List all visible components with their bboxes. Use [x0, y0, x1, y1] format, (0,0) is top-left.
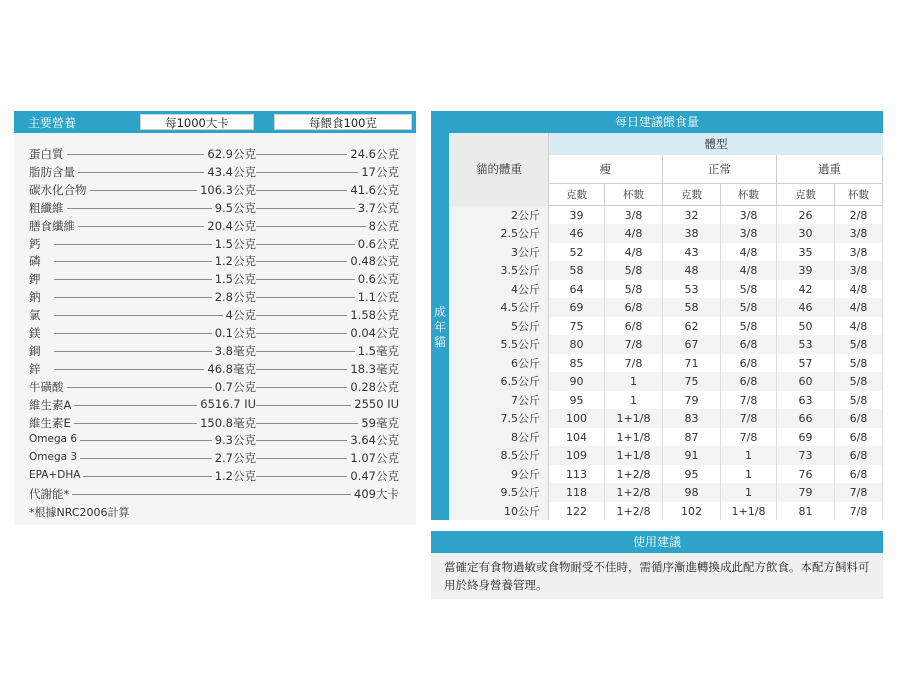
amount-cell: 98 [663, 483, 721, 501]
value-per-1000kcal: 1.2公克 [212, 253, 256, 269]
weight-cell: 8公斤 [449, 428, 549, 446]
amount-cell: 30 [777, 224, 835, 242]
nutrient-row [14, 306, 416, 323]
value-per-100g: 1.07公克 [347, 450, 399, 466]
value-per-1000kcal: 20.4公克 [204, 218, 256, 234]
nutrition-title: 主要營養 [28, 116, 77, 130]
weight-cell: 4公斤 [449, 280, 549, 298]
amount-cell: 39 [777, 261, 835, 279]
amount-cell: 2/8 [835, 206, 883, 224]
amount-cell: 46 [777, 298, 835, 316]
amount-cell: 53 [663, 280, 721, 298]
amount-cell: 7/8 [721, 391, 777, 409]
amount-cell: 7/8 [835, 502, 883, 520]
amount-cell: 113 [549, 465, 605, 483]
amount-cell: 5/8 [835, 335, 883, 353]
amount-cell: 87 [663, 428, 721, 446]
value-per-100g: 24.6公克 [347, 146, 399, 162]
value-per-100g: 17公克 [358, 164, 399, 180]
table-row [449, 206, 883, 224]
weight-cell: 9.5公斤 [449, 483, 549, 501]
value-per-1000kcal: 6516.7 IU [197, 397, 256, 411]
nutrient-name: 代謝能* [29, 486, 72, 502]
unit-header: 杯數 [835, 184, 883, 206]
amount-cell: 4/8 [835, 317, 883, 335]
value-per-1000kcal: 150.8毫克 [197, 415, 256, 431]
amount-cell: 32 [663, 206, 721, 224]
nutrient-row [14, 485, 416, 502]
table-row [449, 280, 883, 298]
per-100g-header: 每餵食100克 [274, 114, 412, 130]
table-row [449, 372, 883, 390]
table-row [449, 465, 883, 483]
weight-cell: 8.5公斤 [449, 446, 549, 464]
amount-cell: 48 [663, 261, 721, 279]
nutrient-row [14, 396, 416, 413]
table-row [449, 502, 883, 520]
value-per-100g: 0.47公克 [347, 468, 399, 484]
weight-header-label: 貓的體重 [476, 162, 522, 176]
nutrient-name: EPA+DHA [29, 469, 83, 481]
nutrient-row [14, 449, 416, 466]
amount-cell: 58 [549, 261, 605, 279]
amount-cell: 69 [777, 428, 835, 446]
nutrient-name: 氯 [29, 307, 44, 323]
value-per-1000kcal: 43.4公克 [204, 164, 256, 180]
amount-cell: 4/8 [835, 298, 883, 316]
amount-cell: 67 [663, 335, 721, 353]
amount-cell: 6/8 [605, 317, 663, 335]
amount-cell: 66 [777, 409, 835, 427]
nutrient-row [14, 324, 416, 341]
value-per-1000kcal: 3.8毫克 [212, 343, 256, 359]
amount-cell: 35 [777, 243, 835, 261]
footnote: *根據NRC2006計算 [29, 506, 130, 519]
amount-cell: 63 [777, 391, 835, 409]
amount-cell: 6/8 [605, 298, 663, 316]
weight-cell: 7公斤 [449, 391, 549, 409]
category-header: 瘦 [549, 155, 663, 184]
value-per-100g: 409大卡 [351, 486, 399, 502]
value-per-100g: 1.5毫克 [355, 343, 399, 359]
amount-cell: 1+2/8 [605, 483, 663, 501]
unit-header: 克數 [777, 184, 835, 206]
nutrient-list [14, 111, 416, 525]
value-per-1000kcal: 106.3公克 [197, 182, 256, 198]
amount-cell: 85 [549, 354, 605, 372]
value-per-100g: 0.04公克 [347, 325, 399, 341]
value-per-1000kcal: 1.5公克 [212, 271, 256, 287]
value-per-100g: 3.7公克 [355, 200, 399, 216]
adult-cat-side-cell [431, 133, 449, 520]
table-row [449, 298, 883, 316]
amount-cell: 1 [605, 391, 663, 409]
adult-cat-char: 年 [433, 320, 446, 334]
nutrition-panel [14, 111, 416, 525]
value-per-100g: 1.58公克 [347, 307, 399, 323]
nutrient-name: 粗纖維 [29, 200, 67, 216]
amount-cell: 50 [777, 317, 835, 335]
value-per-100g: 0.6公克 [355, 236, 399, 252]
value-per-100g: 0.48公克 [347, 253, 399, 269]
unit-header: 杯數 [605, 184, 663, 206]
weight-cell: 6.5公斤 [449, 372, 549, 390]
weight-cell: 3公斤 [449, 243, 549, 261]
amount-cell: 6/8 [835, 446, 883, 464]
amount-cell: 26 [777, 206, 835, 224]
amount-cell: 1+1/8 [605, 409, 663, 427]
weight-cell: 7.5公斤 [449, 409, 549, 427]
amount-cell: 91 [663, 446, 721, 464]
value-per-1000kcal: 1.5公克 [212, 236, 256, 252]
amount-cell: 5/8 [721, 317, 777, 335]
weight-cell: 2公斤 [449, 206, 549, 224]
amount-cell: 46 [549, 224, 605, 242]
value-per-100g: 18.3毫克 [347, 361, 399, 377]
amount-cell: 6/8 [721, 335, 777, 353]
value-per-100g: 41.6公克 [347, 182, 399, 198]
nutrient-row [14, 181, 416, 198]
amount-cell: 5/8 [721, 280, 777, 298]
nutrient-name: 鈣 [29, 236, 44, 252]
nutrient-row [14, 414, 416, 431]
amount-cell: 102 [663, 502, 721, 520]
amount-cell: 4/8 [835, 280, 883, 298]
nutrient-name: Omega 6 [29, 433, 80, 445]
leader-line [54, 494, 254, 495]
value-per-1000kcal: 2.8公克 [212, 289, 256, 305]
amount-cell: 83 [663, 409, 721, 427]
value-per-100g: 2550 IU [351, 397, 399, 411]
nutrient-name: 鎂 [29, 325, 44, 341]
amount-cell: 4/8 [721, 261, 777, 279]
amount-cell: 5/8 [835, 391, 883, 409]
nutrient-row [14, 431, 416, 448]
feeding-table [431, 111, 883, 520]
amount-cell: 4/8 [605, 224, 663, 242]
adult-cat-label [432, 305, 448, 350]
weight-cell: 6公斤 [449, 354, 549, 372]
amount-cell: 76 [777, 465, 835, 483]
value-per-100g: 0.28公克 [347, 379, 399, 395]
amount-cell: 7/8 [605, 335, 663, 353]
amount-cell: 104 [549, 428, 605, 446]
amount-cell: 6/8 [835, 409, 883, 427]
nutrient-name: 牛磺酸 [29, 379, 67, 395]
nutrient-row [14, 360, 416, 377]
table-row [449, 391, 883, 409]
value-per-1000kcal: 1.2公克 [212, 468, 256, 484]
value-per-100g: 8公克 [366, 218, 399, 234]
amount-cell: 1+1/8 [605, 446, 663, 464]
body-type-header: 體型 [549, 133, 883, 155]
nutrient-row [14, 217, 416, 234]
nutrient-name: 碳水化合物 [29, 182, 90, 198]
value-per-1000kcal: 62.9公克 [204, 146, 256, 162]
value-per-100g: 1.1公克 [355, 289, 399, 305]
nutrient-name: 維生素A [29, 397, 74, 413]
amount-cell: 39 [549, 206, 605, 224]
amount-cell: 3/8 [835, 224, 883, 242]
nutrient-name: 鈉 [29, 289, 44, 305]
advice-text: 當確定有食物過敏或食物耐受不佳時，需循序漸進轉換成此配方飲食。本配方飼料可用於終身營養管理。 [444, 560, 870, 592]
amount-cell: 60 [777, 372, 835, 390]
amount-cell: 109 [549, 446, 605, 464]
weight-cell: 10公斤 [449, 502, 549, 520]
amount-cell: 6/8 [835, 428, 883, 446]
amount-cell: 57 [777, 354, 835, 372]
amount-cell: 122 [549, 502, 605, 520]
nutrient-row [14, 467, 416, 484]
table-row [449, 243, 883, 261]
amount-cell: 3/8 [721, 224, 777, 242]
value-per-100g: 3.64公克 [347, 432, 399, 448]
table-row [449, 335, 883, 353]
nutrient-name: 鉀 [29, 271, 44, 287]
amount-cell: 80 [549, 335, 605, 353]
amount-cell: 3/8 [835, 261, 883, 279]
value-per-1000kcal: 9.3公克 [212, 432, 256, 448]
amount-cell: 4/8 [605, 243, 663, 261]
weight-cell: 9公斤 [449, 465, 549, 483]
advice-title: 使用建議 [431, 531, 883, 553]
amount-cell: 3/8 [835, 243, 883, 261]
value-per-1000kcal: 9.5公克 [212, 200, 256, 216]
amount-cell: 3/8 [721, 206, 777, 224]
amount-cell: 58 [663, 298, 721, 316]
nutrient-name: 脂肪含量 [29, 164, 78, 180]
amount-cell: 7/8 [605, 354, 663, 372]
value-per-100g: 59毫克 [358, 415, 399, 431]
amount-cell: 79 [663, 391, 721, 409]
nutrient-row [14, 235, 416, 252]
table-row [449, 224, 883, 242]
amount-cell: 1+1/8 [721, 502, 777, 520]
nutrient-name: 維生素E [29, 415, 74, 431]
amount-cell: 1+1/8 [605, 428, 663, 446]
amount-cell: 42 [777, 280, 835, 298]
amount-cell: 52 [549, 243, 605, 261]
table-row [449, 354, 883, 372]
value-per-1000kcal: 2.7公克 [212, 450, 256, 466]
amount-cell: 100 [549, 409, 605, 427]
nutrient-row [14, 199, 416, 216]
nutrient-name: 銅 [29, 343, 44, 359]
amount-cell: 1+2/8 [605, 502, 663, 520]
amount-cell: 64 [549, 280, 605, 298]
weight-cell: 3.5公斤 [449, 261, 549, 279]
amount-cell: 43 [663, 243, 721, 261]
nutrient-row [14, 342, 416, 359]
weight-cell: 5.5公斤 [449, 335, 549, 353]
amount-cell: 6/8 [721, 354, 777, 372]
amount-cell: 3/8 [605, 206, 663, 224]
weight-cell: 5公斤 [449, 317, 549, 335]
feeding-title: 每日建議餵食量 [431, 111, 883, 133]
amount-cell: 1 [721, 465, 777, 483]
amount-cell: 7/8 [721, 428, 777, 446]
nutrient-row [14, 378, 416, 395]
amount-cell: 1 [605, 372, 663, 390]
amount-cell: 95 [663, 465, 721, 483]
value-per-1000kcal: 0.7公克 [212, 379, 256, 395]
amount-cell: 1+2/8 [605, 465, 663, 483]
amount-cell: 95 [549, 391, 605, 409]
amount-cell: 5/8 [835, 354, 883, 372]
category-header: 過重 [777, 155, 883, 184]
weight-header [449, 133, 549, 215]
table-row [449, 483, 883, 501]
amount-cell: 53 [777, 335, 835, 353]
amount-cell: 6/8 [721, 372, 777, 390]
amount-cell: 4/8 [721, 243, 777, 261]
amount-cell: 90 [549, 372, 605, 390]
table-row [449, 409, 883, 427]
amount-cell: 5/8 [835, 372, 883, 390]
nutrient-row [14, 252, 416, 269]
feeding-rows [449, 206, 883, 520]
nutrient-row [14, 288, 416, 305]
table-row [449, 446, 883, 464]
nutrient-name: 磷 [29, 253, 44, 269]
advice-body [431, 553, 883, 599]
amount-cell: 73 [777, 446, 835, 464]
nutrient-name: 蛋白質 [29, 146, 67, 162]
unit-header: 克數 [663, 184, 721, 206]
value-per-100g: 0.6公克 [355, 271, 399, 287]
amount-cell: 5/8 [721, 298, 777, 316]
amount-cell: 75 [663, 372, 721, 390]
amount-cell: 5/8 [605, 261, 663, 279]
amount-cell: 1 [721, 483, 777, 501]
table-row [449, 428, 883, 446]
nutrient-row [14, 163, 416, 180]
amount-cell: 6/8 [835, 465, 883, 483]
weight-cell: 4.5公斤 [449, 298, 549, 316]
table-row [449, 261, 883, 279]
amount-cell: 38 [663, 224, 721, 242]
adult-cat-char: 成 [433, 305, 446, 319]
value-per-1000kcal: 0.1公克 [212, 325, 256, 341]
amount-cell: 5/8 [605, 280, 663, 298]
amount-cell: 81 [777, 502, 835, 520]
amount-cell: 7/8 [835, 483, 883, 501]
amount-cell: 69 [549, 298, 605, 316]
amount-cell: 7/8 [721, 409, 777, 427]
unit-header: 克數 [549, 184, 605, 206]
amount-cell: 118 [549, 483, 605, 501]
value-per-1000kcal: 46.8毫克 [204, 361, 256, 377]
amount-cell: 62 [663, 317, 721, 335]
nutrient-name: 膳食纖維 [29, 218, 78, 234]
amount-cell: 75 [549, 317, 605, 335]
category-header: 正常 [663, 155, 777, 184]
nutrient-row [14, 145, 416, 162]
per-1000kcal-header: 每1000大卡 [140, 114, 254, 130]
amount-cell: 1 [721, 446, 777, 464]
amount-cell: 79 [777, 483, 835, 501]
nutrient-row [14, 270, 416, 287]
amount-cell: 71 [663, 354, 721, 372]
nutrient-name: Omega 3 [29, 451, 80, 463]
weight-cell: 2.5公斤 [449, 224, 549, 242]
nutrient-name: 鋅 [29, 361, 44, 377]
unit-header: 杯數 [721, 184, 777, 206]
table-row [449, 317, 883, 335]
value-per-1000kcal: 4公克 [223, 307, 256, 323]
adult-cat-char: 貓 [433, 335, 446, 349]
